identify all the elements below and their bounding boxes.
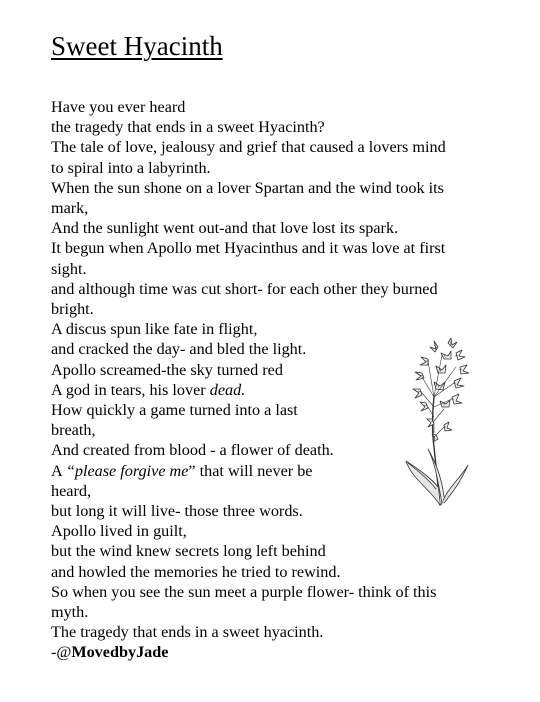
poem-signature xyxy=(51,642,491,662)
poem-line: Have you ever heard xyxy=(51,98,186,116)
poem-line: Apollo lived in guilt, xyxy=(51,522,187,541)
poem-line: The tragedy that ends in a sweet hyacinth. xyxy=(51,623,324,642)
poem-line: myth. xyxy=(51,603,89,622)
poem-line-forgive-prefix: A xyxy=(51,461,66,480)
poem-line: It begun when Apollo met Hyacinthus and it was love at first xyxy=(51,239,446,258)
poem-line: bright. xyxy=(51,300,94,319)
poem-line: How quickly a game turned into a last xyxy=(51,401,298,420)
poem-line: mark, xyxy=(51,199,89,218)
poem-line: and cracked the day- and bled the light. xyxy=(51,340,307,359)
poem-line-forgive-suffix: ” that will never be xyxy=(188,461,313,480)
poem-line: the tragedy that ends in a sweet Hyacinth? xyxy=(51,118,325,137)
poem-line: and howled the memories he tried to rewind. xyxy=(51,562,341,581)
poem-line: So when you see the sun meet a purple flower- think of this xyxy=(51,582,437,601)
poem-line: and although time was cut short- for each other they burned xyxy=(51,279,438,298)
poem-line: heard, xyxy=(51,481,91,500)
poem-line-god-text: A god in tears, his lover xyxy=(51,380,210,399)
poem-line: Apollo screamed-the sky turned red xyxy=(51,360,283,379)
poem-line: When the sun shone on a lover Spartan and the wind took its xyxy=(51,178,444,197)
poem-line-god-emphasis: dead. xyxy=(209,380,246,399)
poem-line: to spiral into a labyrinth. xyxy=(51,158,211,177)
poem-line: The tale of love, jealousy and grief that caused a lovers mind xyxy=(51,138,446,157)
poem-line: but the wind knew secrets long left behind xyxy=(51,542,326,561)
poem-line: but long it will live- those three words. xyxy=(51,502,303,521)
signature-name: MovedbyJade xyxy=(71,643,169,662)
poem-line: And created from blood - a flower of death. xyxy=(51,441,334,460)
poem-line: breath, xyxy=(51,421,96,440)
poem-line: sight. xyxy=(51,259,87,278)
signature-prefix: -@ xyxy=(51,643,72,662)
poem-title: Sweet Hyacinth xyxy=(51,31,223,61)
poem-line: And the sunlight went out-and that love lost its spark. xyxy=(51,219,399,238)
hyacinth-flower-icon xyxy=(398,337,494,512)
poem-line: A discus spun like fate in flight, xyxy=(51,320,258,339)
poem-line-forgive-emphasis: “please forgive me xyxy=(65,461,189,480)
